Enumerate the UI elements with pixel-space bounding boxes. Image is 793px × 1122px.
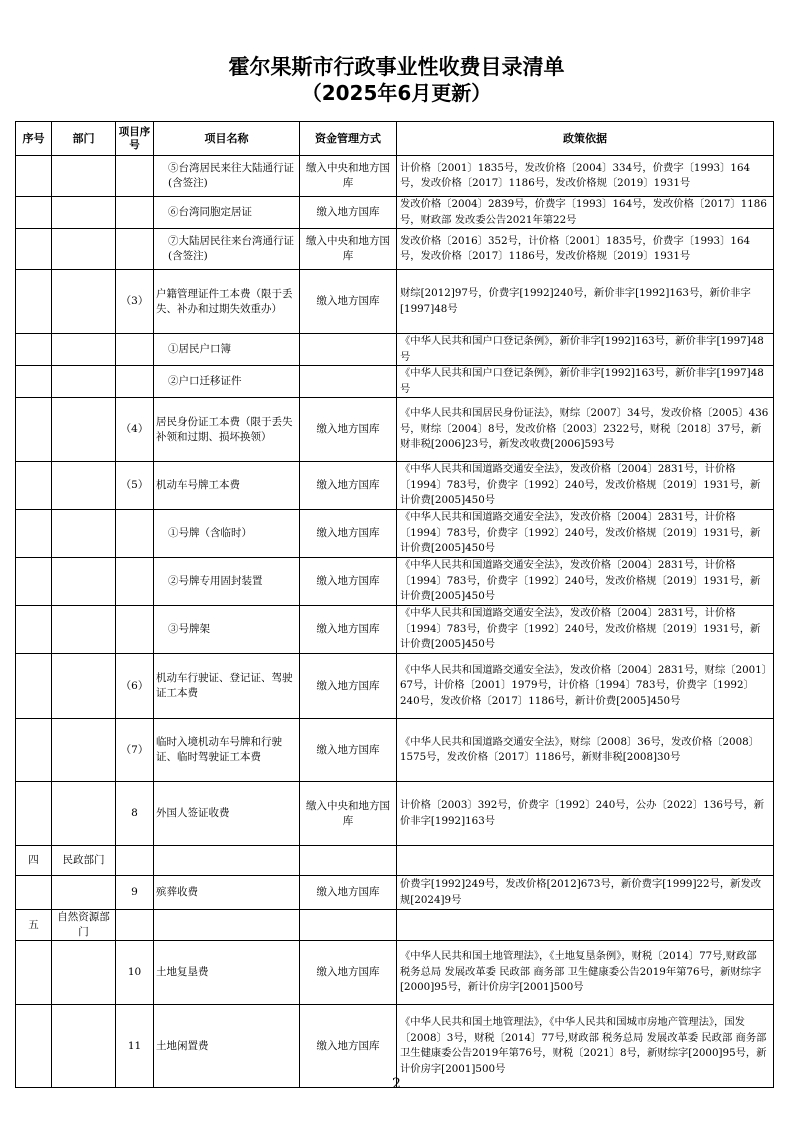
cell-dept [52,606,116,654]
cell-seq [16,510,52,558]
cell-item-no [116,910,154,941]
cell-policy-basis: 《中华人民共和国道路交通安全法》，发改价格〔2004〕2831号，计价格〔1994〕783号，价费字〔1992〕240号，发改价格规〔2019〕1931号，新计价费[2005]450号 [397,606,774,654]
cell-policy-basis: 计价格〔2001〕1835号，发改价格〔2004〕334号，价费字〔1993〕164号，发改价格〔2017〕1186号，发改价格规〔2019〕1931号 [397,156,774,197]
table-row [16,398,774,462]
cell-item-no [116,156,154,197]
cell-item-no [116,229,154,270]
cell-dept [52,654,116,719]
cell-policy-basis: 《中华人民共和国居民身份证法》，财综〔2007〕34号，发改价格〔2005〕436号，财综〔2004〕8号，发改价格〔2003〕2322号，财税〔2018〕37号，新财非税[2006]23号，新发改收费[2006]593号 [397,398,774,462]
cell-policy-basis: 计价格〔2003〕392号，价费字〔1992〕240号，公办〔2022〕136号号，新价非字[1992]163号 [397,782,774,846]
cell-seq [16,654,52,719]
cell-seq [16,366,52,398]
document-title: 霍尔果斯市行政事业性收费目录清单 [228,55,565,79]
cell-dept [52,197,116,229]
cell-fund-management: 缴入中央和地方国库 [300,156,397,197]
cell-item-name: 殡葬收费 [154,876,300,910]
cell-fund-management: 缴入中央和地方国库 [300,782,397,846]
cell-item-no [116,366,154,398]
table-row [16,782,774,846]
header-fund-management: 资金管理方式 [300,122,397,156]
header-item-name: 项目名称 [154,122,300,156]
cell-seq [16,719,52,782]
cell-item-no: （3） [116,270,154,334]
cell-dept [52,334,116,366]
cell-item-name: 土地闲置费 [154,1005,300,1088]
cell-fund-management: 缴入中央和地方国库 [300,229,397,270]
cell-seq [16,156,52,197]
cell-policy-basis: 发改价格〔2016〕352号，计价格〔2001〕1835号，价费字〔1993〕164号，发改价格〔2017〕1186号，发改价格规〔2019〕1931号 [397,229,774,270]
cell-item-no [116,558,154,606]
cell-fund-management: 缴入地方国库 [300,270,397,334]
cell-dept [52,941,116,1005]
cell-item-name: ⑥台湾同胞定居证 [154,197,300,229]
cell-policy-basis: 《中华人民共和国道路交通安全法》，财综〔2008〕36号，发改价格〔2008〕1575号，发改价格〔2017〕1186号，新财非税[2008]30号 [397,719,774,782]
cell-item-no: 8 [116,782,154,846]
cell-item-no: 11 [116,1005,154,1088]
table-row [16,366,774,398]
cell-fund-management: 缴入地方国库 [300,719,397,782]
cell-item-name: ①居民户口簿 [154,334,300,366]
cell-dept [52,366,116,398]
table-row [16,510,774,558]
cell-seq [16,334,52,366]
cell-dept [52,876,116,910]
cell-seq: 四 [16,846,52,876]
cell-policy-basis: 发改价格〔2004〕2839号，价费字〔1993〕164号，发改价格〔2017〕1186号，财政部 发改委公告2021年第22号 [397,197,774,229]
cell-dept: 民政部门 [52,846,116,876]
cell-seq [16,876,52,910]
cell-item-no: （5） [116,462,154,510]
cell-policy-basis: 《中华人民共和国道路交通安全法》，发改价格〔2004〕2831号，计价格〔1994〕783号，价费字〔1992〕240号，发改价格规〔2019〕1931号，新计价费[2005]450号 [397,462,774,510]
cell-seq [16,270,52,334]
cell-item-no: （7） [116,719,154,782]
table-row [16,846,774,876]
cell-seq [16,197,52,229]
cell-item-name: ⑦大陆居民往来台湾通行证(含签注) [154,229,300,270]
cell-fund-management [300,846,397,876]
cell-item-name: ②号牌专用固封装置 [154,558,300,606]
cell-dept [52,229,116,270]
table-row [16,462,774,510]
cell-item-name: 机动车行驶证、登记证、驾驶证工本费 [154,654,300,719]
cell-fund-management: 缴入地方国库 [300,197,397,229]
cell-item-name: 土地复垦费 [154,941,300,1005]
cell-dept [52,558,116,606]
cell-item-name [154,910,300,941]
cell-item-no [116,510,154,558]
cell-policy-basis: 《中华人民共和国道路交通安全法》，发改价格〔2004〕2831号，计价格〔1994〕783号，价费字〔1992〕240号，发改价格规〔2019〕1931号，新计价费[2005]450号 [397,558,774,606]
cell-item-name: 机动车号牌工本费 [154,462,300,510]
cell-fund-management: 缴入地方国库 [300,876,397,910]
cell-fund-management: 缴入地方国库 [300,941,397,1005]
table-row [16,654,774,719]
header-item-no: 项目序号 [116,122,154,156]
table-row [16,606,774,654]
cell-policy-basis: 《中华人民共和国户口登记条例》，新价非字[1992]163号，新价非字[1997]48号 [397,334,774,366]
cell-fund-management: 缴入地方国库 [300,510,397,558]
cell-policy-basis: 《中华人民共和国土地管理法》，《中华人民共和国城市房地产管理法》，国发〔2008〕3号，财税〔2014〕77号,财政部 税务总局 发展改革委 民政部 商务部 卫生健康委公告2019年第76号，财税〔2021〕8号，新财综字[2000]95号，新计价房字[2001]500号 [397,1005,774,1088]
cell-dept [52,398,116,462]
cell-dept [52,156,116,197]
page-number: 2 [392,1076,401,1092]
cell-policy-basis: 价费字[1992]249号，发改价格[2012]673号，新价费字[1999]22号，新发改规[2024]9号 [397,876,774,910]
cell-item-name: ②户口迁移证件 [154,366,300,398]
cell-dept [52,462,116,510]
cell-fund-management: 缴入地方国库 [300,1005,397,1088]
table-row [16,910,774,941]
cell-policy-basis: 《中华人民共和国道路交通安全法》，发改价格〔2004〕2831号，财综〔2001〕67号，计价格〔2001〕1979号，计价格〔1994〕783号，价费字〔1992〕240号，发改价格〔2017〕1186号，新计价费[2005]450号 [397,654,774,719]
cell-item-no [116,197,154,229]
cell-item-no [116,334,154,366]
cell-fund-management: 缴入地方国库 [300,462,397,510]
fee-catalog-table [15,121,774,1088]
cell-item-no [116,846,154,876]
cell-item-no: （4） [116,398,154,462]
cell-fund-management: 缴入地方国库 [300,654,397,719]
cell-seq [16,229,52,270]
header-policy-basis: 政策依据 [397,122,774,156]
cell-item-name [154,846,300,876]
cell-item-no: （6） [116,654,154,719]
table-row [16,719,774,782]
cell-seq [16,782,52,846]
table-row [16,941,774,1005]
cell-seq: 五 [16,910,52,941]
cell-seq [16,462,52,510]
header-seq: 序号 [16,122,52,156]
cell-item-name: ①号牌（含临时） [154,510,300,558]
cell-dept [52,510,116,558]
cell-fund-management [300,334,397,366]
cell-item-name: ③号牌架 [154,606,300,654]
cell-item-no: 10 [116,941,154,1005]
cell-item-name: 外国人签证收费 [154,782,300,846]
cell-fund-management: 缴入地方国库 [300,606,397,654]
document-subtitle: （2025年6月更新） [301,81,492,105]
cell-seq [16,606,52,654]
cell-item-name: 户籍管理证件工本费（限于丢失、补办和过期失效重办） [154,270,300,334]
cell-fund-management [300,366,397,398]
cell-policy-basis: 《中华人民共和国道路交通安全法》，发改价格〔2004〕2831号，计价格〔1994〕783号，价费字〔1992〕240号，发改价格规〔2019〕1931号，新计价费[2005]450号 [397,510,774,558]
cell-dept: 自然资源部门 [52,910,116,941]
table-row [16,197,774,229]
table-row [16,156,774,197]
cell-item-no [116,606,154,654]
table-row [16,558,774,606]
cell-item-name: 临时入境机动车号牌和行驶证、临时驾驶证工本费 [154,719,300,782]
table-row [16,229,774,270]
table-row [16,876,774,910]
cell-item-name: 居民身份证工本费（限于丢失补领和过期、损坏换领） [154,398,300,462]
cell-policy-basis: 《中华人民共和国户口登记条例》，新价非字[1992]163号，新价非字[1997]48号 [397,366,774,398]
table-row [16,334,774,366]
cell-item-name: ⑤台湾居民来往大陆通行证(含签注) [154,156,300,197]
cell-dept [52,782,116,846]
cell-item-no: 9 [116,876,154,910]
cell-policy-basis: 《中华人民共和国土地管理法》，《土地复垦条例》，财税〔2014〕77号,财政部 税务总局 发展改革委 民政部 商务部 卫生健康委公告2019年第76号，新财综字[2000]95号，新计价房字[2001]500号 [397,941,774,1005]
cell-fund-management: 缴入地方国库 [300,558,397,606]
header-dept: 部门 [52,122,116,156]
cell-seq [16,398,52,462]
table-header-row [16,122,774,156]
cell-seq [16,941,52,1005]
cell-policy-basis: 财综[2012]97号，价费字[1992]240号，新价非字[1992]163号，新价非字[1997]48号 [397,270,774,334]
cell-dept [52,719,116,782]
table-row [16,270,774,334]
cell-fund-management [300,910,397,941]
cell-policy-basis [397,910,774,941]
cell-fund-management: 缴入地方国库 [300,398,397,462]
cell-policy-basis [397,846,774,876]
cell-seq [16,558,52,606]
cell-dept [52,270,116,334]
